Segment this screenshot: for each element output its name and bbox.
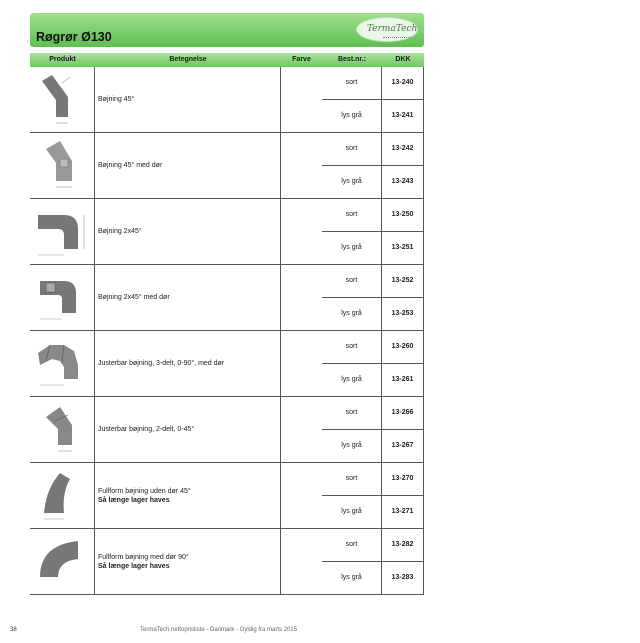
- price-cell: [281, 67, 322, 132]
- product-name: Justerbar bøjning, 3-delt, 0-90°, med dør: [98, 360, 225, 367]
- elbow-2x45-icon: [34, 203, 90, 259]
- item-number-cell: 13-252: [382, 265, 424, 297]
- color-cell: sort: [322, 133, 382, 165]
- item-number-cell: 13-266: [382, 397, 424, 429]
- item-number-cell: 13-242: [382, 133, 424, 165]
- price-cell: [281, 265, 322, 330]
- product-row: [30, 529, 424, 595]
- price-cell: [281, 133, 322, 198]
- fullform-elbow-45-icon: [34, 467, 90, 523]
- product-row: [30, 67, 424, 133]
- stock-note: Så længe lager haves: [98, 562, 170, 570]
- product-description: [95, 199, 281, 264]
- product-name: Fullform bøjning uden dør 45°: [98, 487, 191, 495]
- product-name: Justerbar bøjning, 2-delt, 0-45°: [98, 426, 195, 433]
- elbow-2x45-door-icon: [34, 269, 90, 325]
- price-cell: [281, 463, 322, 528]
- product-table: [30, 67, 424, 595]
- product-description: [95, 265, 281, 330]
- color-cell: sort: [322, 265, 382, 297]
- price-cell: [281, 331, 322, 396]
- item-number-cell: 13-260: [382, 331, 424, 363]
- page-number: 38: [10, 627, 17, 633]
- product-image-cell: [30, 529, 95, 594]
- column-header-betegnelse: Betegnelse: [169, 56, 207, 63]
- price-cell: [281, 529, 322, 594]
- page-footer: TermaTech nettoprisliste - Danmark - Gyldig fra marts 2015: [140, 627, 298, 633]
- color-cell: lys grå: [322, 297, 382, 330]
- elbow-45-icon: [34, 71, 90, 127]
- color-cell: sort: [322, 199, 382, 231]
- product-row: [30, 133, 424, 199]
- termatech-logo: [356, 17, 418, 42]
- color-cell: lys grå: [322, 429, 382, 462]
- item-number-cell: 13-282: [382, 529, 424, 561]
- elbow-45-door-icon: [34, 137, 90, 193]
- item-number-cell: 13-283: [382, 561, 424, 594]
- item-number-cell: 13-267: [382, 429, 424, 462]
- product-description: [95, 463, 281, 528]
- color-cell: lys grå: [322, 561, 382, 594]
- color-cell: lys grå: [322, 495, 382, 528]
- product-name: Bøjning 2x45°: [98, 228, 142, 235]
- color-cell: sort: [322, 397, 382, 429]
- item-number-cell: 13-250: [382, 199, 424, 231]
- product-name: Bøjning 45° med dør: [98, 162, 163, 169]
- color-cell: sort: [322, 529, 382, 561]
- product-name: Bøjning 45°: [98, 96, 135, 103]
- price-cell: [281, 397, 322, 462]
- price-cell: [281, 199, 322, 264]
- product-description: [95, 331, 281, 396]
- color-cell: lys grå: [322, 99, 382, 132]
- item-number-cell: 13-253: [382, 297, 424, 330]
- item-number-cell: 13-270: [382, 463, 424, 495]
- column-header-dkk: DKK: [395, 56, 411, 63]
- column-header-farve: Farve: [292, 56, 311, 63]
- product-image-cell: [30, 397, 95, 462]
- product-row: [30, 265, 424, 331]
- column-header-bestnr: Best.nr.:: [337, 56, 366, 63]
- table-header: [30, 53, 424, 67]
- item-number-cell: 13-251: [382, 231, 424, 264]
- product-row: [30, 397, 424, 463]
- stock-note: Så længe lager haves: [98, 496, 170, 504]
- color-cell: sort: [322, 463, 382, 495]
- color-cell: lys grå: [322, 165, 382, 198]
- item-number-cell: 13-241: [382, 99, 424, 132]
- adjustable-elbow-3-part-icon: [34, 335, 90, 391]
- product-image-cell: [30, 199, 95, 264]
- adjustable-elbow-2-part-icon: [34, 401, 90, 457]
- column-header-produkt: Produkt: [49, 56, 76, 63]
- color-cell: sort: [322, 67, 382, 99]
- item-number-cell: 13-261: [382, 363, 424, 396]
- page-header: [30, 13, 424, 47]
- product-description: [95, 529, 281, 594]
- product-description: [95, 397, 281, 462]
- color-cell: lys grå: [322, 231, 382, 264]
- product-description: [95, 133, 281, 198]
- product-image-cell: [30, 265, 95, 330]
- color-cell: lys grå: [322, 363, 382, 396]
- product-row: [30, 331, 424, 397]
- product-row: [30, 199, 424, 265]
- product-name: Fullform bøjning med dør 90°: [98, 553, 189, 561]
- item-number-cell: 13-243: [382, 165, 424, 198]
- item-number-cell: 13-271: [382, 495, 424, 528]
- color-cell: sort: [322, 331, 382, 363]
- page-title: Røgrør Ø130: [36, 30, 112, 44]
- product-description: [95, 67, 281, 132]
- product-name: Bøjning 2x45° med dør: [98, 294, 170, 301]
- product-image-cell: [30, 133, 95, 198]
- product-image-cell: [30, 463, 95, 528]
- fullform-elbow-90-icon: [34, 533, 90, 589]
- product-row: [30, 463, 424, 529]
- product-image-cell: [30, 331, 95, 396]
- product-image-cell: [30, 67, 95, 132]
- logo-text: TermaTech: [367, 24, 418, 34]
- item-number-cell: 13-240: [382, 67, 424, 99]
